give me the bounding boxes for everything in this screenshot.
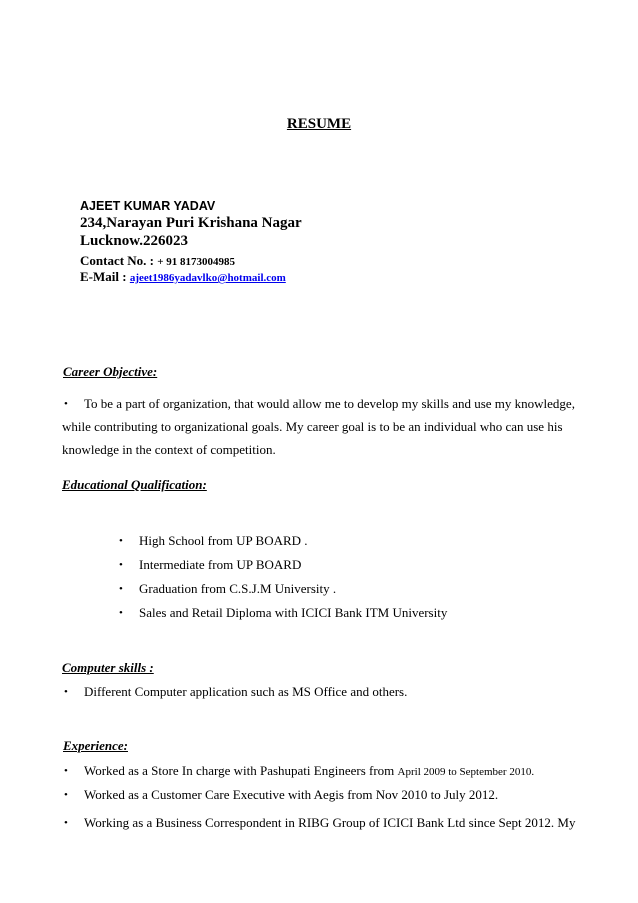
contact-number-value: + 91 8173004985 [157, 256, 236, 268]
education-heading: Educational Qualification: [62, 477, 207, 492]
career-objective-line-3: knowledge in the context of competition. [62, 442, 276, 457]
bullet-icon: • [64, 398, 68, 410]
career-objective-line-2: while contributing to organizational goals. My career goal is to be an individual who can use his [62, 419, 563, 434]
address-line: 234,Narayan Puri Krishana Nagar [80, 215, 302, 231]
experience-item-1-dates: April 2009 to September 2010. [397, 766, 535, 778]
bullet-icon: • [64, 765, 68, 777]
city-line: Lucknow.226023 [80, 233, 188, 249]
education-item: Sales and Retail Diploma with ICICI Bank ITM University [139, 605, 448, 620]
career-objective-line-1: To be a part of organization, that would allow me to develop my skills and use my knowledge, [84, 396, 575, 411]
bullet-icon: • [119, 583, 123, 595]
email-link[interactable]: ajeet1986yadavlko@hotmail.com [129, 272, 286, 284]
experience-item-2: Worked as a Customer Care Executive with Aegis from Nov 2010 to July 2012. [84, 787, 499, 802]
email-label: E-Mail : [80, 269, 127, 284]
career-objective-heading: Career Objective: [63, 364, 158, 379]
bullet-icon: • [119, 535, 123, 547]
education-item: Intermediate from UP BOARD [139, 557, 302, 572]
education-item: High School from UP BOARD . [139, 533, 308, 548]
education-item: Graduation from C.S.J.M University . [139, 581, 337, 596]
experience-item-1 [84, 763, 534, 779]
computer-skills-heading: Computer skills : [62, 660, 154, 675]
experience-heading: Experience: [63, 738, 128, 753]
page-title: RESUME [286, 116, 352, 132]
bullet-icon: • [64, 789, 68, 801]
contact-number [80, 253, 235, 269]
experience-item-3: Working as a Business Correspondent in RIBG Group of ICICI Bank Ltd since Sept 2012. My [84, 815, 576, 830]
bullet-icon: • [119, 559, 123, 571]
experience-item-1-text: Worked as a Store In charge with Pashupati Engineers from [84, 763, 395, 778]
contact-email [80, 269, 286, 285]
bullet-icon: • [64, 817, 68, 829]
bullet-icon: • [119, 607, 123, 619]
bullet-icon: • [64, 686, 68, 698]
computer-skills-item: Different Computer application such as MS Office and others. [84, 684, 408, 699]
candidate-name: AJEET KUMAR YADAV [80, 199, 216, 213]
contact-number-label: Contact No. : [80, 253, 155, 268]
